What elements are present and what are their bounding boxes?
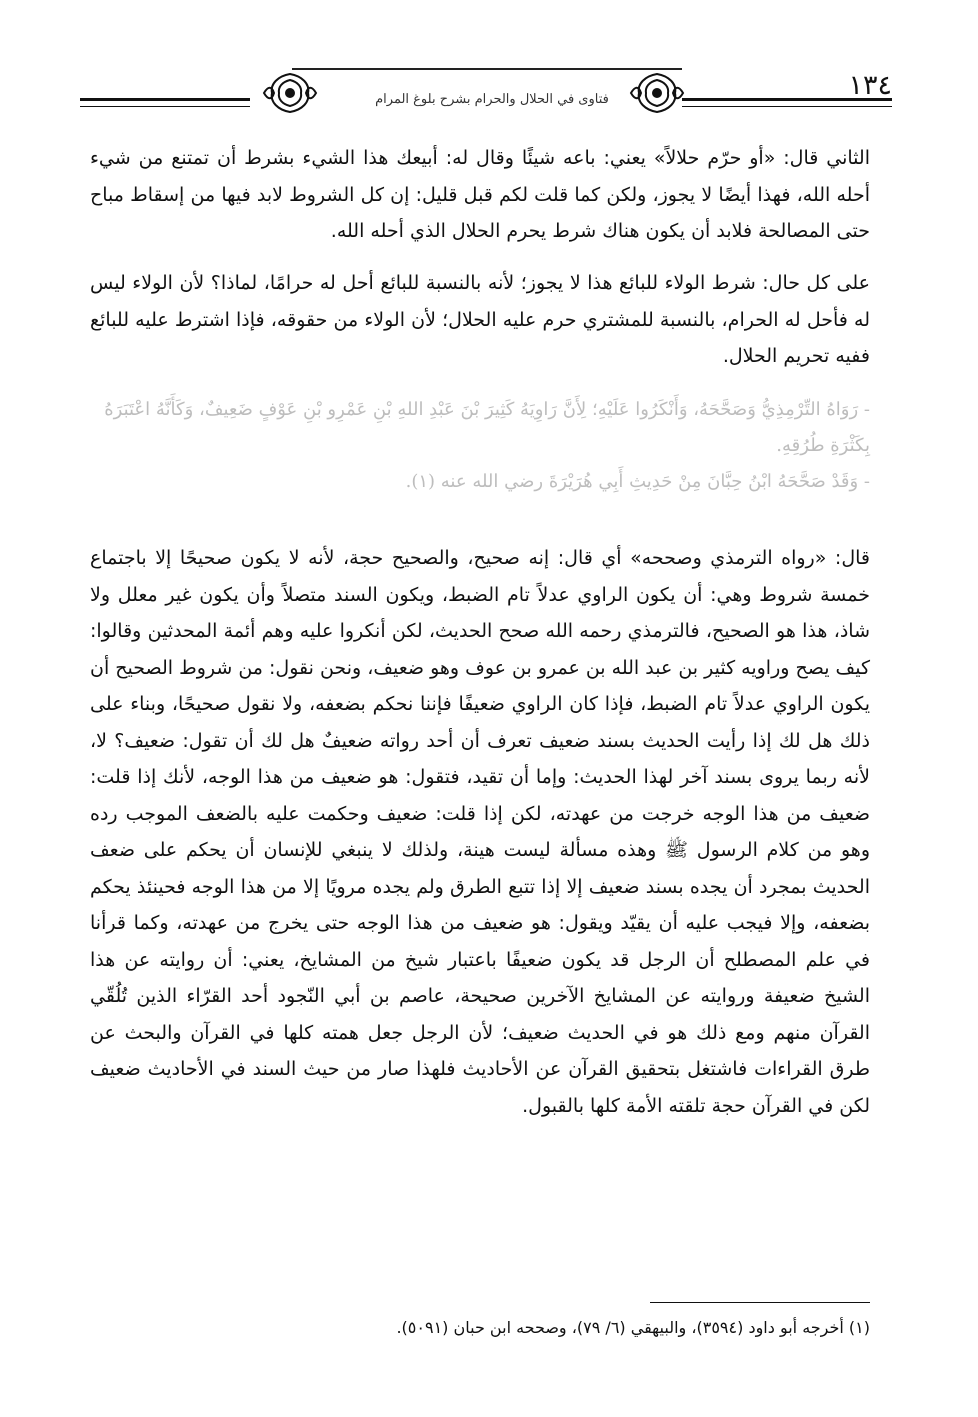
paragraph-1-text: الثاني قال: «أو حرّم حلالاً» يعني: باعه شيئًا وقال له: أبيعك هذا الشيء بشرط أن تمتنع من شيء أحله الله، فهذا أيضًا لا يجوز، ولكن كما قلت لكم قبل قليل: إن كل الشروط لابد فيها من إسقاط مباح حتى المصالحة فلابد أن يكون هناك شرط يحرم الحلال الذي أحله الله. [90,147,870,242]
hadith-quote-line-2: - وَقَدْ صَحَّحَهُ ابْنُ حِبَّانَ مِنْ حَدِيثِ أَبِي هُرَيْرَةَ رضي الله عنه (١). [405,471,870,492]
hadith-quote [80,392,870,500]
page-number: ١٣٤ [848,70,892,101]
paragraph-1 [90,140,870,250]
paragraph-3-text: قال: «رواه الترمذي وصححه» أي قال: إنه صحيح، والصحيح حجة، لأنه لا يكون صحيحًا إلا باجتماع خمسة شروط وهي: أن يكون الراوي عدلاً تام الضبط، ويكون السند متصلاً وأن يكون غير معلل ولا شاذ، هذا هو الصحيح، فالترمذي رحمه الله صحح الحديث، لكن أنكروا عليه وهم أئمة المحدثين وقالوا: كيف يصح وراويه كثير بن عبد الله بن عمرو بن عوف وهو ضعيف، ونحن نقول: من شروط الصحيح أن يكون الراوي عدلاً تام الضبط، فإذا كان الراوي ضعيفًا فإننا نحكم بضعفه، ولا نقول صحيحًا، وبناء على ذلك هل لك إذا رأيت الحديث بسند ضعيف تعرف أن أحد رواته ضعيفٌ هل لك أن تقول: ضعيف؟ لا، لأنه ربما يروى بسند آخر لهذا الحديث: وإما أن تقيد، فتقول: هو ضعيف من هذا الوجه، لأنك إذا قلت: ضعيف من هذا الوجه خرجت من عهدته، لكن إذا قلت: ضعيف وحكمت عليه بالضعف الموجب رده وهو من كلام الرسول ﷺ وهذه مسألة ليست هينة، ولذلك لا ينبغي للإنسان أن يحكم على ضعف الحديث بمجرد أن يجده بسند ضعيف إلا إذا تتبع الطرق ولم يجده مرويًا إلا من هذا الوجه فحينئذ يحكم بضعفه، وإلا فيجب عليه أن يقيّد ويقول: هو ضعيف من هذا الوجه حتى يخرج من عهدته، وكما قرأنا في علم المصطلح أن الرجل قد يكون ضعيفًا باعتبار شيخ من المشايخ، يعني: أن روايته عن هذا الشيخ ضعيفة وروايته عن المشايخ الآخرين صحيحة، عاصم بن أبي النّجود أحد القرّاء الذين تُلُقّي القرآن منهم ومع ذلك هو في الحديث ضعيف؛ لأن الرجل جعل همته كلها في القرآن والبحث عن طرق القراءات فاشتغل بتحقيق القرآن عن الأحاديث فلهذا صار من حيث السند في الأحاديث ضعيف لكن في القرآن حجة تلقته الأمة كلها بالقبول. [90,547,870,1117]
header-top-rule [292,68,682,70]
paragraph-2-text: على كل حال: شرط الولاء للبائع هذا لا يجوز؛ لأنه بالنسبة للبائع أحل له حرامًا، لماذا؟ لأن الولاء ليس له فأحل له الحرام، بالنسبة للمشتري حرم عليه الحلال؛ لأن الولاء من حقوقه، فإذا اشترط عليه للبائع ففيه تحريم الحلال. [90,272,870,367]
running-title: فتاوى في الحلال والحرام بشرح بلوغ المرام [375,92,609,107]
page-header [72,62,912,132]
footnote-divider [650,1302,870,1303]
footnote: (١) أخرجه أبو داود (٣٥٩٤)، والبيهقي (٦/ ٧٩)، وصححه ابن حبان (٥٠٩١). [396,1318,870,1337]
paragraph-3 [90,540,870,1124]
paragraph-2 [90,265,870,375]
hadith-quote-line-1: - رَوَاهُ التِّرْمِذِيُّ وَصَحَّحَهُ، وَأَنْكَرُوا عَلَيْهِ؛ لِأَنَّ رَاوِيَهُ كَثِيرَ بْنَ عَبْدِ اللهِ بْنِ عَمْرِو بْنِ عَوْفٍ ضَعِيفٌ، وَكَأَنَّهُ اعْتَبَرَهُ بِكَثْرَةِ طُرُقِهِ. [104,399,870,456]
